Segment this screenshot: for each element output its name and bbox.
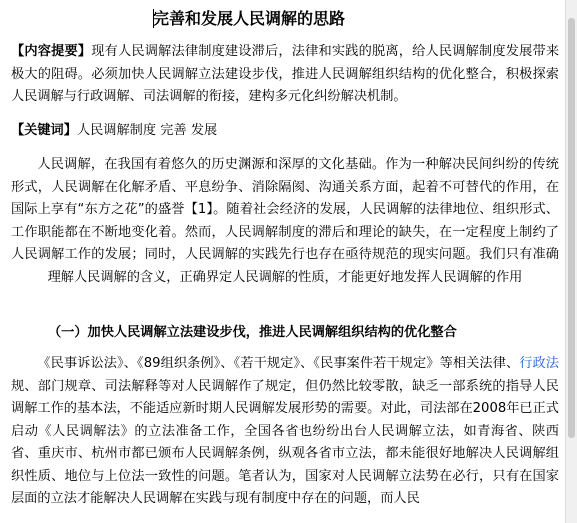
administrative-law-link[interactable]: 行政法 bbox=[519, 356, 559, 371]
keywords-text: 人民调解制度 完善 发展 bbox=[76, 123, 218, 138]
vertical-scrollbar[interactable] bbox=[565, 0, 577, 523]
scrollbar-thumb[interactable] bbox=[568, 18, 575, 438]
abstract-text: 现有人民调解法律制度建设滞后，法律和实践的脱离，给人民调解制度发展带来极大的阻碍。必须加快人民调解立法建设步伐，推进人民调解组织结构的优化整合，积极探索人民调解与行政调解、司法调解的衔接，建构多元化纠纷解决机制。 bbox=[11, 44, 560, 104]
abstract-paragraph bbox=[11, 41, 559, 109]
section-paragraph bbox=[11, 353, 559, 511]
article-title: 完善和发展人民调解的思路 bbox=[153, 9, 346, 28]
abstract-label: 【内容提要】 bbox=[11, 44, 92, 59]
keywords-label: 【关键词】 bbox=[11, 123, 77, 138]
section-text-before-link: 《民事诉讼法》、《89组织条例》、《若干规定》、《民事案件若干规定》等相关法律、 bbox=[37, 356, 520, 371]
intro-paragraph: 人民调解，在我国有着悠久的历史渊源和深厚的文化基础。作为一种解决民间纠纷的传统形式，人民调解在化解矛盾、平息纷争、消除隔阂、沟通关系方面，起着不可替代的作用，在国际上享有“东方之花”的盛誉【1】。随着社会经济的发展，人民调解的法律地位、组织形式、工作职能都在不断地变化着。然而，人民调解制度的滞后和理论的缺失，在一定程度上制约了人民调解工作的发展；同时，人民调解的实践先行也存在亟待规范的现实问题。我们只有准确理解人民调解的含义，正确界定人民调解的性质，才能更好地发挥人民调解的作用 bbox=[11, 157, 559, 285]
keywords-paragraph bbox=[11, 120, 559, 143]
section-heading: （一）加快人民调解立法建设步伐，推进人民调解组织结构的优化整合 bbox=[48, 325, 457, 340]
section-text-after-link: 规、部门规章、司法解释等对人民调解作了规定，但仍然比较零散，缺乏一部系统的指导人民调解工作的基本法，不能适应新时期人民调解发展形势的需要。对此，司法部在2008年已正式启动《人民调解法》的立法准备工作，全国各省也纷纷出台人民调解立法，如青海省、陕西省、重庆市、杭州市都已颁布人民调解条例，纵观各省市立法，都未能很好地解决人民调解组织性质、地位与上位法一致性的问题。笔者认为，国家对人民调解立法势在必行，只有在国家层面的立法才能解决人民调解在实践与现有制度中存在的问题，而人民 bbox=[11, 378, 559, 506]
